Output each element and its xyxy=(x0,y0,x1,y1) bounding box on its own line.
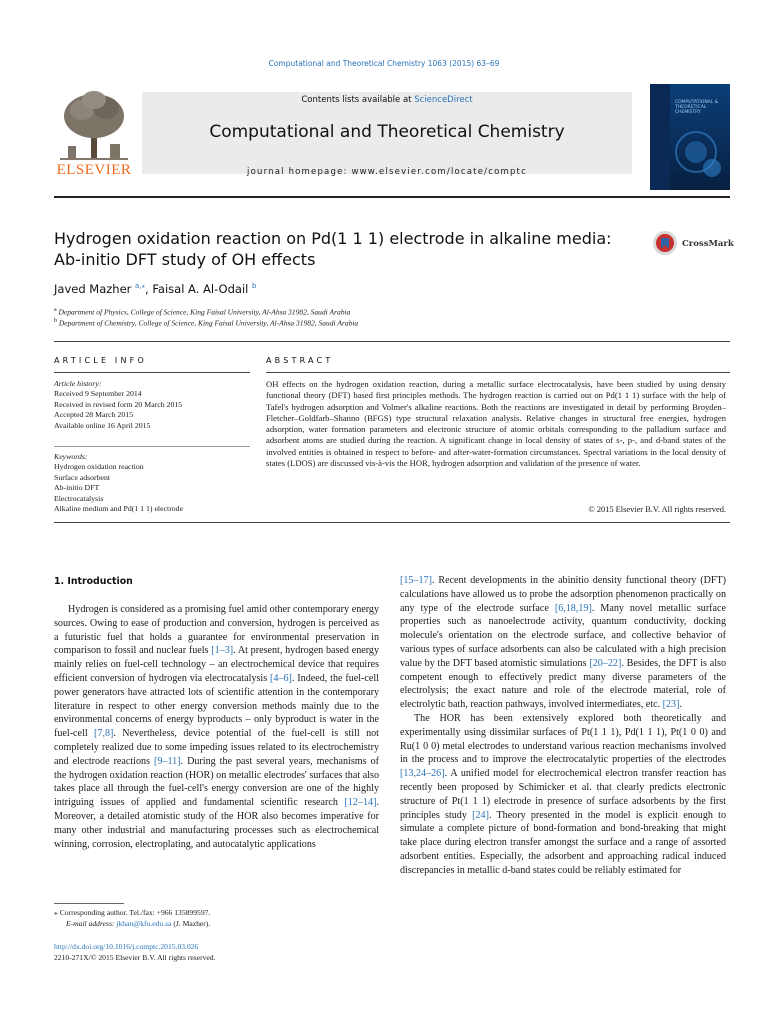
journal-banner xyxy=(142,92,632,174)
text-run: The HOR has been extensively explored both theoretically and experimentally using dissimilar surfaces of Pt(1 1 1), Pd(1 1 1), Pt(1 0 0) and Ru(1 0 0) metal electrodes to understand various reaction mechanisms involved in the process and to improve the electrocatalytic properties of the electrodes xyxy=(400,712,726,766)
crossmark-badge[interactable] xyxy=(652,230,732,260)
corresponding-author-note: ⁎ Corresponding author. Tel./fax: +966 135899597. xyxy=(54,908,211,917)
sciencedirect-link[interactable]: ScienceDirect xyxy=(414,95,473,105)
info-rule xyxy=(54,446,250,447)
section-heading-introduction: 1. Introduction xyxy=(54,576,133,587)
citation-link[interactable]: [20–22] xyxy=(589,657,622,669)
abstract-heading: ABSTRACT xyxy=(266,356,334,365)
issn-copyright: 2210-271X/© 2015 Elsevier B.V. All rights reserved. xyxy=(54,953,216,962)
section-divider xyxy=(54,522,730,523)
citation-link[interactable]: [7,8] xyxy=(94,728,114,740)
paragraph xyxy=(54,603,379,851)
journal-cover-image xyxy=(650,84,730,190)
email-line xyxy=(54,918,210,929)
info-rule xyxy=(54,372,250,373)
author-affiliation-marks[interactable]: b xyxy=(252,282,257,291)
affiliation-text: Department of Physics, College of Science, King Faisal University, Al-Ahsa 31982, Saudi Arabia xyxy=(58,307,351,317)
citation-link[interactable]: [15–17] xyxy=(400,575,432,586)
text-run: . Moreover, a detailed atomistic study of the HOR also becomes imperative for many other industrial and manufacturing processes such as electrochemical winning, corrosion, electroplating, and autocatalytic applications xyxy=(54,797,379,850)
abstract-text: OH effects on the hydrogen oxidation reaction, during a metallic surface electrocatalysis, have been studied by using density functional theory (DFT) based first principles methods. The hydrogen reaction is carried out on Pd(1 1 1) surface with the help of Tafel's hydrogen adsorption and Volmer's alkaline reactions. Both the reactions are investigated in detail by performing Broyden–Fletcher–Goldfarb–Shanno (BFGS) type structural relaxation analysis. Relative changes in structural free energies, hydrogen adsorption, water formation parameters and electronic structure of atomic orbitals corresponding to the palladium surface and adsorbent atoms are studied during the reaction. A significant change in local density of states of s-, p-, and d-band states of the involved entities is obtained in respect to before- and after-water-formation circumstances. Spectral variations in the local density of states (LDOS) are discussed vis-à-vis the HOR, hydrogen adsorption and validation of the presence of water. xyxy=(266,379,726,469)
email-link[interactable]: jkhan@kfu.edu.sa xyxy=(116,919,172,928)
author-list xyxy=(54,282,256,296)
keyword: Ab-initio DFT xyxy=(54,483,100,493)
journal-homepage[interactable]: journal homepage: www.elsevier.com/locate/comptc xyxy=(247,167,527,177)
keyword: Hydrogen oxidation reaction xyxy=(54,462,144,472)
cover-title: COMPUTATIONAL & THEORETICAL CHEMISTRY xyxy=(675,100,719,116)
abstract-copyright: © 2015 Elsevier B.V. All rights reserved. xyxy=(588,505,726,514)
title-line-2: Ab-initio DFT study of OH effects xyxy=(54,250,316,269)
publisher-name[interactable]: ELSEVIER xyxy=(56,162,132,178)
author-name[interactable]: Javed Mazher xyxy=(54,282,132,296)
affiliation-mark: a xyxy=(54,307,57,313)
footnote-corresponding-author xyxy=(54,907,210,929)
text-run: . At present, hydrogen based energy mainly relies on fuel-cell technology – an electrochemical device that requires efficient conversion of hydrogen via electrocatalysis xyxy=(54,645,379,684)
crossmark-label: CrossMark xyxy=(682,239,734,249)
citation-link[interactable]: [23] xyxy=(662,699,680,711)
citation-link[interactable]: [4–6] xyxy=(270,672,292,684)
author-name[interactable]: , Faisal A. Al-Odail xyxy=(145,282,249,296)
crossmark-icon xyxy=(652,230,678,256)
body-column-right xyxy=(400,574,726,878)
journal-header xyxy=(54,84,730,190)
text-run: Hydrogen is considered as a promising fuel amid other contemporary energy sources. Owing to ease of production and conversion, hydrogen is perceived as a futuristic fuel that holds a guarantee for environmental preservation in comparison to fossil and nuclear fuels xyxy=(54,604,379,657)
journal-title: Computational and Theoretical Chemistry xyxy=(209,122,565,142)
header-rule xyxy=(54,196,730,198)
citation-link[interactable]: [24] xyxy=(472,809,489,821)
affiliation-text: Department of Chemistry, College of Science, King Faisal University, Al-Ahsa 31982, Saudi Arabia xyxy=(58,318,359,328)
history-item: Accepted 28 March 2015 xyxy=(54,410,134,420)
article-title xyxy=(54,228,644,270)
article-info-heading: ARTICLE INFO xyxy=(54,356,147,365)
email-suffix: (J. Mazher). xyxy=(171,919,211,928)
keyword: Surface adsorbent xyxy=(54,472,111,482)
history-item: Available online 16 April 2015 xyxy=(54,420,151,430)
author-affiliation-marks[interactable]: a,⁎ xyxy=(135,282,146,291)
paragraph xyxy=(400,574,726,712)
footnote-rule xyxy=(54,903,124,904)
text-run: . Nevertheless, device potential of the fuel-cell is still not completely realized due to some impeding issues related to its electrochemistry and electrode reactions xyxy=(54,728,379,767)
section-divider xyxy=(54,341,730,342)
doi-link[interactable]: http://dx.doi.org/10.1016/j.comptc.2015.03.026 xyxy=(54,942,199,951)
citation-link[interactable]: [13,24–26] xyxy=(400,768,445,780)
history-item: Received in revised form 20 March 2015 xyxy=(54,399,183,409)
history-item: Received 9 September 2014 xyxy=(54,389,142,399)
email-label: E-mail address: xyxy=(66,919,117,928)
text-run: . Indeed, the fuel-cell power generators have attracted lots of scientific attention in the contemporary literature in respect to other energy conversion methods mainly due to the environmental concerns of energy byproducts – only byproduct is water in the fuel-cell xyxy=(54,672,379,740)
text-run: . Recent developments in the abinitio density functional theory (DFT) calculations have allowed us to probe the adsorption phenomenon practically on any type of the electrode surface xyxy=(400,575,726,614)
keyword: Alkaline medium and Pd(1 1 1) electrode xyxy=(54,504,184,514)
affiliation-b xyxy=(54,318,358,328)
citation-link[interactable]: [12–14] xyxy=(344,797,377,809)
journal-reference[interactable]: Computational and Theoretical Chemistry 1063 (2015) 63–69 xyxy=(268,59,500,68)
affiliation-mark: b xyxy=(54,318,57,324)
paragraph xyxy=(400,712,726,878)
keywords-block xyxy=(54,452,250,514)
text-run: . Theory presented in the model is explicit enough to simulate a complete picture of bond-formation and bond-breaking that might take place during electron transfer amongst the surface and a range of assorted adsorbent entities. Especially, the adsorbent and approaching radical induced discrepancies in metallic d-band states could be reliably estimated for xyxy=(400,809,726,876)
text-run: . A unified model for electrochemical electron transfer reaction has recently been proposed by Schimicker et al. that clearly predicts electronic structure of Pt(1 1 1) electrode in presence of surface adsorbents by the first principles study xyxy=(400,768,726,821)
text-run: . During the past several years, mechanisms of the hydrogen oxidation reaction (HOR) on metallic electrodes' surfaces that also takes place all through the fuel-cell's energy conversion are one of the highly intriguing issues of applied and fundamental scientific research xyxy=(54,755,379,809)
body-column-left xyxy=(54,603,379,851)
contents-line xyxy=(142,95,632,105)
contents-prefix: Contents lists available at xyxy=(301,95,415,105)
citation-link[interactable]: [6,18,19] xyxy=(554,602,592,614)
text-run: . xyxy=(679,699,682,711)
text-run: . Besides, the DFT is also competent enough to effectively predict many diverse parameters of the electrolysis; the exact nature and role of the electrode material, role of electrolytic bath, reaction pathways, involved intermediates, etc. xyxy=(400,657,726,711)
keyword: Electrocatalysis xyxy=(54,493,104,503)
abstract-rule xyxy=(266,372,730,373)
keywords-label: Keywords: xyxy=(54,452,88,461)
affiliation-a xyxy=(54,307,350,317)
article-history xyxy=(54,379,250,431)
history-label: Article history: xyxy=(54,379,102,388)
title-line-1: Hydrogen oxidation reaction on Pd(1 1 1) electrode in alkaline media: xyxy=(54,229,612,248)
citation-link[interactable]: [9–11] xyxy=(154,755,181,767)
text-run: . Many novel metallic surface properties such as nanoelectrode activity, quantum conductivity, docking molecule's orientation on the electrode surface, and collective behavior of various types of surface adsorbents can also be calculated with a high precision value by the DFT based atomistic simulations xyxy=(400,602,726,669)
article-identifiers xyxy=(54,941,216,963)
citation-link[interactable]: [1–3] xyxy=(211,645,234,657)
